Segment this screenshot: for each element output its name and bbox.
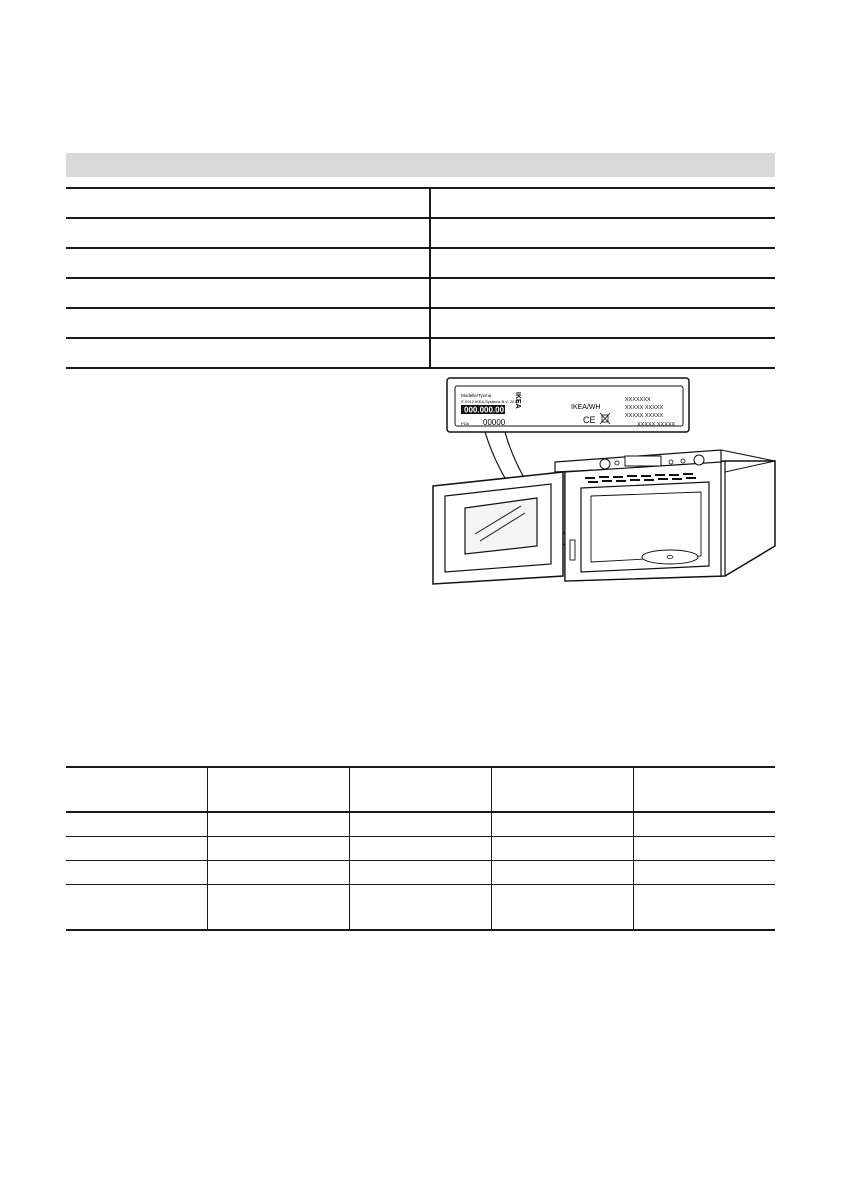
table-cell (208, 837, 350, 861)
label-model-text: Modelle/Tyvma (461, 393, 492, 398)
code-line-4: XXXXX XXXXX (637, 422, 676, 428)
table-cell (491, 767, 633, 812)
label-copyright-text: © 2012 IKEA Systems B.V. 2012 (461, 399, 519, 404)
svg-text:IKEA: IKEA (514, 392, 521, 409)
table-row (66, 248, 775, 278)
table-cell (66, 338, 430, 368)
table-cell (66, 885, 208, 931)
table-cell (208, 812, 350, 837)
code-line-2: XXXXX XXXXX (625, 405, 664, 411)
table-cell (491, 812, 633, 837)
brand-logo (514, 392, 521, 409)
table-cell (633, 861, 775, 885)
table-cell (430, 188, 775, 218)
table-row (66, 278, 775, 308)
section-header-band (66, 153, 775, 177)
table-cell (633, 837, 775, 861)
table-cell (66, 278, 430, 308)
table-cell (66, 218, 430, 248)
table-header-row (66, 767, 775, 812)
table-row (66, 188, 775, 218)
code-line-1: XXXXXXX (625, 397, 651, 403)
table-cell (350, 861, 492, 885)
table-cell (66, 812, 208, 837)
table-cell (208, 885, 350, 931)
table-cell (66, 188, 430, 218)
table-cell (66, 837, 208, 861)
table-row (66, 338, 775, 368)
pda-label-text: PDA (461, 421, 470, 426)
table-cell (208, 861, 350, 885)
table-cell (350, 885, 492, 931)
article-number-text: 000.000.00 (464, 405, 505, 415)
supplier-text: IKEA/WH (571, 404, 601, 411)
table-cell (430, 248, 775, 278)
microwave-rating-label-illustration (425, 376, 785, 596)
table-row (66, 861, 775, 885)
table-cell (350, 837, 492, 861)
table-cell (208, 767, 350, 812)
spec-table (66, 187, 775, 369)
table-row (66, 218, 775, 248)
pda-value-text: 00000 (483, 418, 506, 427)
microwave-body (555, 450, 775, 581)
table-cell (66, 861, 208, 885)
microwave-door (433, 472, 563, 584)
code-line-3: XXXXX XXXXX (625, 413, 664, 419)
table-cell (430, 218, 775, 248)
table-cell (633, 885, 775, 931)
table-cell (633, 767, 775, 812)
table-cell (430, 338, 775, 368)
table-cell (350, 767, 492, 812)
table-row (66, 885, 775, 931)
table-cell (491, 885, 633, 931)
table-cell (66, 767, 208, 812)
table-row (66, 837, 775, 861)
table-cell (633, 812, 775, 837)
table-cell (430, 308, 775, 338)
table-cell (350, 812, 492, 837)
table-cell (66, 308, 430, 338)
table-row (66, 308, 775, 338)
table-cell (491, 837, 633, 861)
table-row (66, 812, 775, 837)
data-grid-table (66, 766, 775, 931)
table-cell (491, 861, 633, 885)
ce-mark: CE (583, 415, 596, 425)
table-cell (430, 278, 775, 308)
table-cell (66, 248, 430, 278)
